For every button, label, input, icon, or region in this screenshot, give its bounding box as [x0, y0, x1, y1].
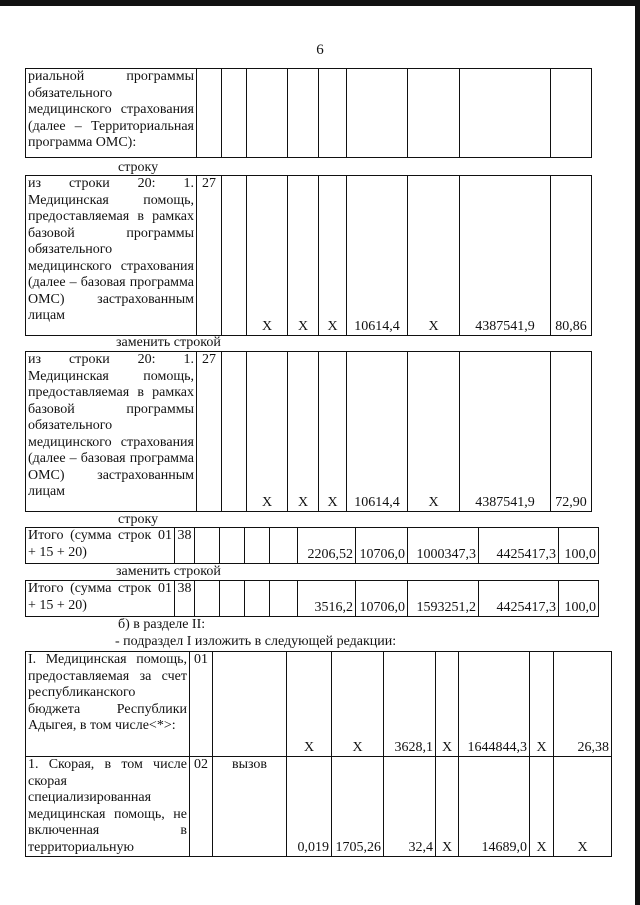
- row-code: 27: [197, 352, 222, 512]
- cell: 3516,2: [298, 581, 356, 617]
- cell: 1705,26: [332, 757, 384, 857]
- table-territorial-program: [25, 68, 592, 158]
- row-code: 38: [175, 581, 195, 617]
- row-description: I. Медицинская помощь, предоставляемая за счет республиканского бюджета Республики Адыгея, в том числе<*>:: [26, 652, 190, 757]
- section-heading: б) в разделе II:: [118, 617, 206, 632]
- cell: 3628,1: [384, 652, 436, 757]
- cell: X: [530, 757, 554, 857]
- cell: 10706,0: [356, 581, 408, 617]
- cell: 4387541,9: [460, 352, 551, 512]
- scan-border-right: [635, 0, 640, 905]
- cell: X: [287, 652, 332, 757]
- cell: 1593251,2: [408, 581, 479, 617]
- cell: 4387541,9: [460, 176, 551, 336]
- cell: 2206,52: [298, 528, 356, 564]
- cell: X: [247, 176, 288, 336]
- caption-replace: заменить строкой: [116, 335, 221, 350]
- cell: 32,4: [384, 757, 436, 857]
- cell: 1000347,3: [408, 528, 479, 564]
- table-old-row-38: [25, 527, 599, 564]
- cell: 4425417,3: [479, 581, 559, 617]
- cell: X: [530, 652, 554, 757]
- page-number: 6: [316, 42, 324, 58]
- caption-row: строку: [118, 512, 159, 527]
- cell: 80,86: [551, 176, 592, 336]
- cell: X: [247, 352, 288, 512]
- cell: X: [319, 352, 347, 512]
- table-old-row-27: [25, 175, 592, 336]
- cell: X: [436, 652, 459, 757]
- cell: X: [332, 652, 384, 757]
- row-description: Итого (сумма строк 01 + 15 + 20): [26, 528, 175, 564]
- row-description: риальной программы обязательного медицинского страхования (далее – Территориальная программа ОМС):: [26, 69, 197, 158]
- cell: 26,38: [554, 652, 612, 757]
- cell: 72,90: [551, 352, 592, 512]
- cell: X: [436, 757, 459, 857]
- section-subheading: - подраздел I изложить в следующей редакции:: [115, 634, 397, 649]
- row-code: 27: [197, 176, 222, 336]
- cell: 14689,0: [459, 757, 530, 857]
- cell: X: [288, 176, 319, 336]
- cell: 10614,4: [347, 176, 408, 336]
- row-code: 02: [190, 757, 213, 857]
- cell: 100,0: [559, 581, 599, 617]
- cell: X: [408, 176, 460, 336]
- cell: 100,0: [559, 528, 599, 564]
- caption-row: строку: [118, 160, 159, 175]
- table-row: [26, 757, 612, 857]
- cell: 10614,4: [347, 352, 408, 512]
- row-description: Итого (сумма строк 01 + 15 + 20): [26, 581, 175, 617]
- cell: X: [319, 176, 347, 336]
- row-unit: вызов: [213, 757, 287, 857]
- table-section-II: [25, 651, 612, 857]
- cell: X: [408, 352, 460, 512]
- cell: 1644844,3: [459, 652, 530, 757]
- row-description: из строки 20: 1. Медицинская помощь, предоставляемая в рамках базовой программы обязательного медицинского страхования (далее – базовая программа ОМС) застрахованным лицам: [26, 176, 197, 336]
- table-new-row-27: [25, 351, 592, 512]
- cell: X: [554, 757, 612, 857]
- row-code: 01: [190, 652, 213, 757]
- scan-border-top: [0, 0, 640, 6]
- cell: 4425417,3: [479, 528, 559, 564]
- cell: 10706,0: [356, 528, 408, 564]
- table-new-row-38: [25, 580, 599, 617]
- cell: X: [288, 352, 319, 512]
- row-code: 38: [175, 528, 195, 564]
- row-description: из строки 20: 1. Медицинская помощь, предоставляемая в рамках базовой программы обязательного медицинского страхования (далее – базовая программа ОМС) застрахованным лицам: [26, 352, 197, 512]
- table-row: [26, 652, 612, 757]
- row-description: 1. Скорая, в том числе скорая специализированная медицинская помощь, не включенная в территориальную: [26, 757, 190, 857]
- caption-replace: заменить строкой: [116, 564, 221, 579]
- cell: 0,019: [287, 757, 332, 857]
- row-unit: [213, 652, 287, 757]
